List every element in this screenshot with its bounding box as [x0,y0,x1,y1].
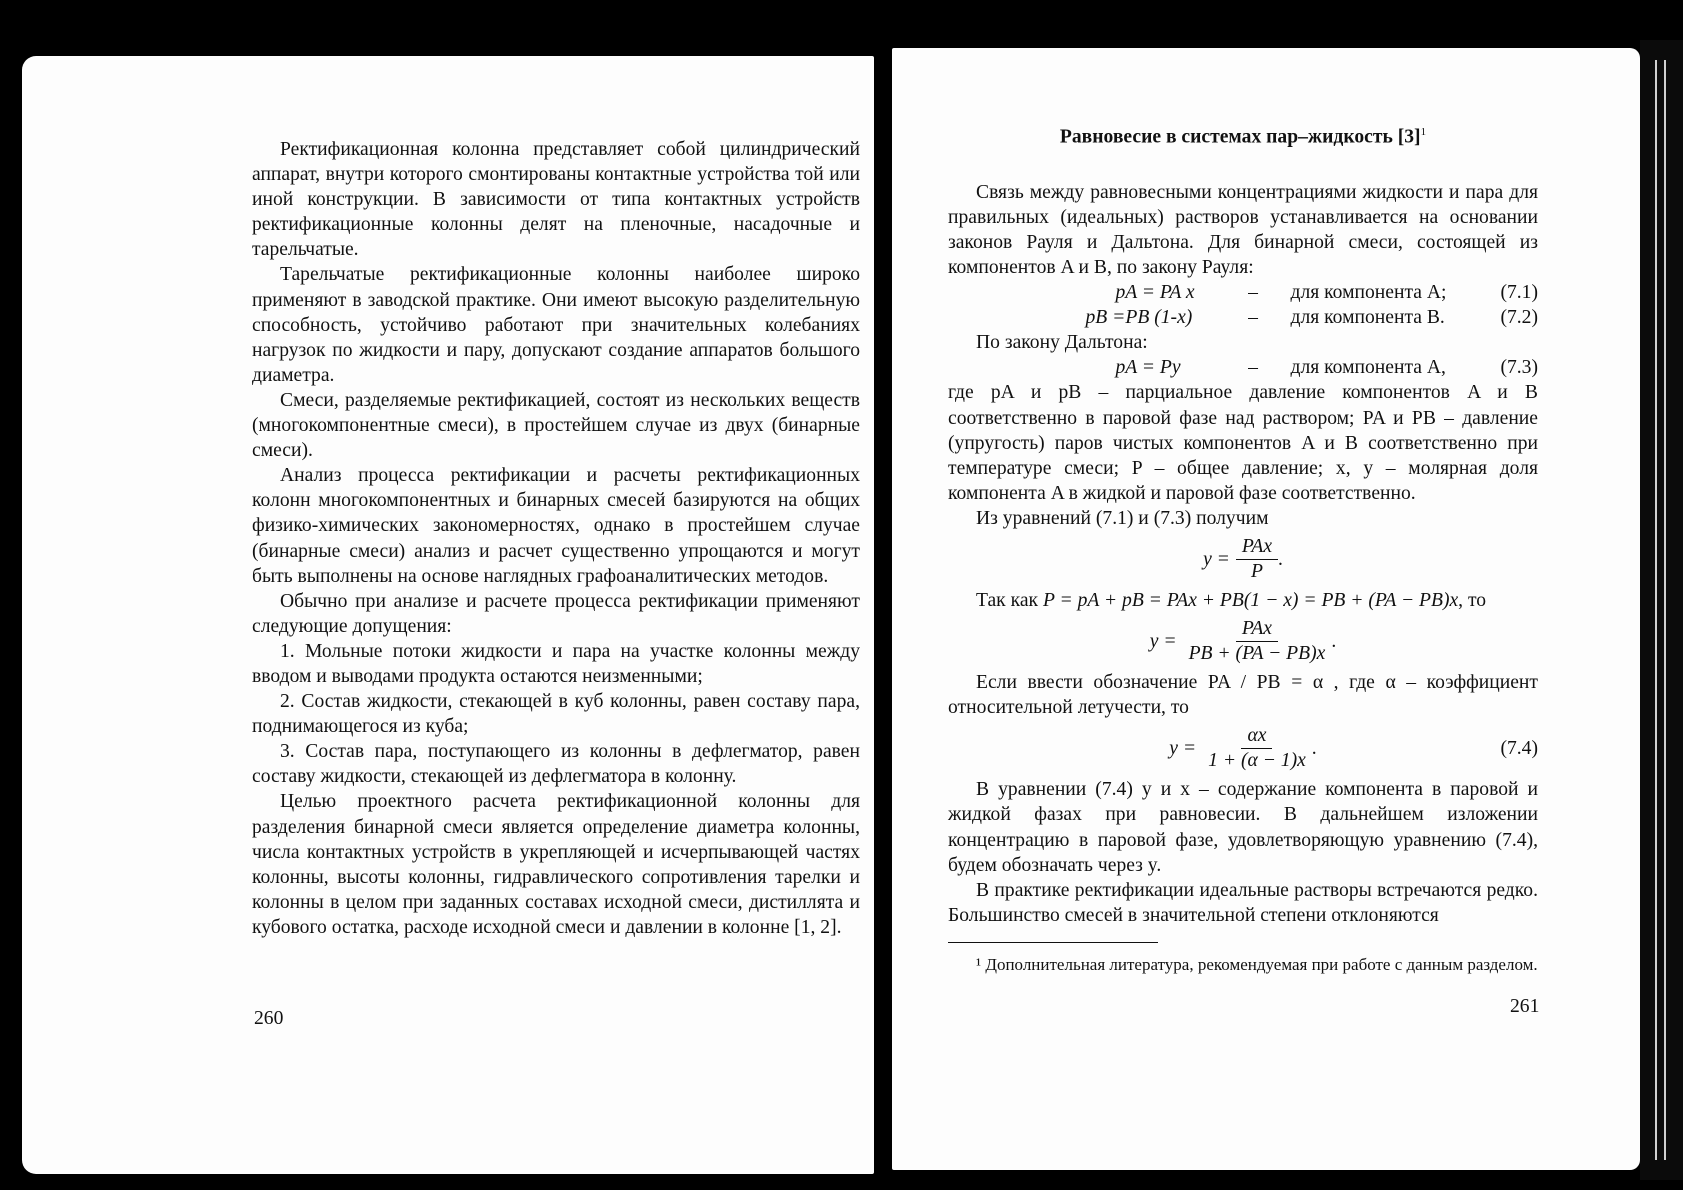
list-item: 2. Состав жидкости, стекающей в куб колонны, равен составу пара, поднимающегося из куба; [252,691,860,738]
equation-dash: – [1248,307,1258,329]
numerator: αx [1241,724,1272,749]
equation-dash: – [1248,282,1258,304]
page-number-left: 260 [254,1008,284,1029]
numerator: PAx [1236,535,1278,560]
formula-y-1 [948,535,1538,584]
equation-number: (7.1) [1500,282,1538,304]
paragraph: Анализ процесса ректификации и расчеты ректификационных колонн многокомпонентных и бинарных смесей базируются на общих физико-химических закономерностях, однако в простейшем случае (бинарные смеси) анализ и расчет существенно упрощаются и могут быть выполнены на основе наглядных графоаналитических методов. [252,465,860,587]
equation-description: для компонента A, [1290,357,1446,379]
formula-lhs: y = [1169,738,1197,760]
paragraph: где pA и pB – парциальное давление компонентов A и B соответственно в паровой фазе над раствором; PA и PB – давление (упругость) паров чистых компонентов A и B соответственно при температуре смеси; P – общее давление; x, y – молярная доля компонента A в жидкой и паровой фазе соответственно. [948,382,1538,504]
paragraph: Ректификационная колонна представляет собой цилиндрический аппарат, внутри которого смонтированы контактные устройства той или иной конструкции. В зависимости от типа контактных устройств ректификационные колонны делят на пленочные, насадочные и тарельчатые. [252,139,860,261]
fraction [1236,535,1278,584]
page-edge-line [1664,60,1666,1160]
equation-number: (7.3) [1500,357,1538,379]
paragraph: Обычно при анализе и расчете процесса ректификации применяют следующие допущения: [252,590,860,637]
equation-7-4 [948,724,1538,773]
equation-7-2 [948,305,1538,330]
inline-formula: P = pA + pB = PAx + PB(1 − x) = PB + (PA − PB)x [1042,590,1459,612]
formula-tail: . [1278,548,1283,570]
left-page-text [252,137,860,940]
paragraph: Связь между равновесными концентрациями жидкости и пара для правильных (идеальных) растворов устанавливается на основании законов Рауля и Дальтона. Для бинарной смеси, состоящей из компонентов A и B, по закону Рауля: [948,182,1538,279]
list-item: 1. Мольные потоки жидкости и пара на участке колонны между вводом и выводами продукта остаются неизменными; [252,640,860,687]
fraction [1183,617,1332,666]
paragraph: По закону Дальтона: [976,332,1148,354]
heading-text: Равновесие в системах пар–жидкость [3] [1059,126,1421,148]
footnote-mark: 1 [1420,126,1427,138]
paragraph: Целью проектного расчета ректификационной колонны для разделения бинарной смеси является определение диаметра колонны, числа контактных устройств в укрепляющей и исчерпывающей частях колонны, высоты колонны, гидравлического сопротивления тарелки и колонны в целом при заданных составах исходной смеси, дистиллята и кубового остатка, расходе исходной смеси и давлении в колонне [1, 2]. [252,791,860,938]
equation-lhs: pA = Py [1115,357,1181,379]
page-edge-line [1655,60,1657,1160]
formula-tail: . [1331,631,1337,653]
text: , то [1458,590,1487,612]
paragraph: В практике ректификации идеальные растворы встречаются редко. Большинство смесей в значительной степени отклоняются [948,879,1538,926]
numerator: PAx [1236,617,1278,642]
text: Так как [976,590,1039,612]
right-page-edge [1640,40,1683,1180]
denominator: P [1250,561,1263,583]
right-page-text [948,180,1538,976]
equation-description: для компонента B. [1290,307,1445,329]
list-item: 3. Состав пара, поступающего из колонны в дефлегматор, равен составу жидкости, стекающей из дефлегматора в колонну. [252,741,860,788]
equation-number: (7.4) [1500,738,1538,760]
equation-lhs: pB =PB (1-x) [1085,307,1193,329]
paragraph: Из уравнений (7.1) и (7.3) получим [976,507,1269,529]
paragraph: В уравнении (7.4) y и x – содержание компонента в паровой и жидкой фазах при равновесии. В дальнейшем изложении концентрацию в паровой фазе, удовлетворяющую уравнению (7.4), будем обозначать через y. [948,779,1538,876]
equation-dash: – [1248,357,1258,379]
equation-description: для компонента A; [1290,282,1447,304]
equation-lhs: pA = PA x [1115,282,1195,304]
footnote-divider [948,942,1158,943]
formula-lhs: y = [1203,548,1230,570]
section-heading [948,126,1538,149]
footnote: ¹ Дополнительная литература, рекомендуемая при работе с данным разделом. [976,954,1538,974]
equation-7-1 [948,280,1538,305]
formula-lhs: y = [1149,631,1177,653]
formula-y-2 [948,617,1538,666]
paragraph: Смеси, разделяемые ректификацией, состоят из нескольких веществ (многокомпонентные смеси), в простейшем случае из двух (бинарные смеси). [252,389,860,462]
formula-tail: . [1311,738,1317,760]
equation-number: (7.2) [1500,307,1538,329]
paragraph: Если ввести обозначение PA / PB = α , где α – коэффициент относительной летучести, то [948,672,1538,719]
denominator: PB + (PA − PB)x [1188,643,1326,665]
paragraph: Тарельчатые ректификационные колонны наиболее широко применяют в заводской практике. Они имеют высокую разделительную способность, устойчиво работают при значительных колебаниях нагрузок по жидкости и пару, допускают создание аппаратов большого диаметра. [252,264,860,386]
equation-7-3 [948,355,1538,380]
page-number-right: 261 [1510,996,1540,1017]
denominator: 1 + (α − 1)x [1208,750,1306,772]
paragraph [948,588,1538,613]
fraction [1202,724,1312,773]
